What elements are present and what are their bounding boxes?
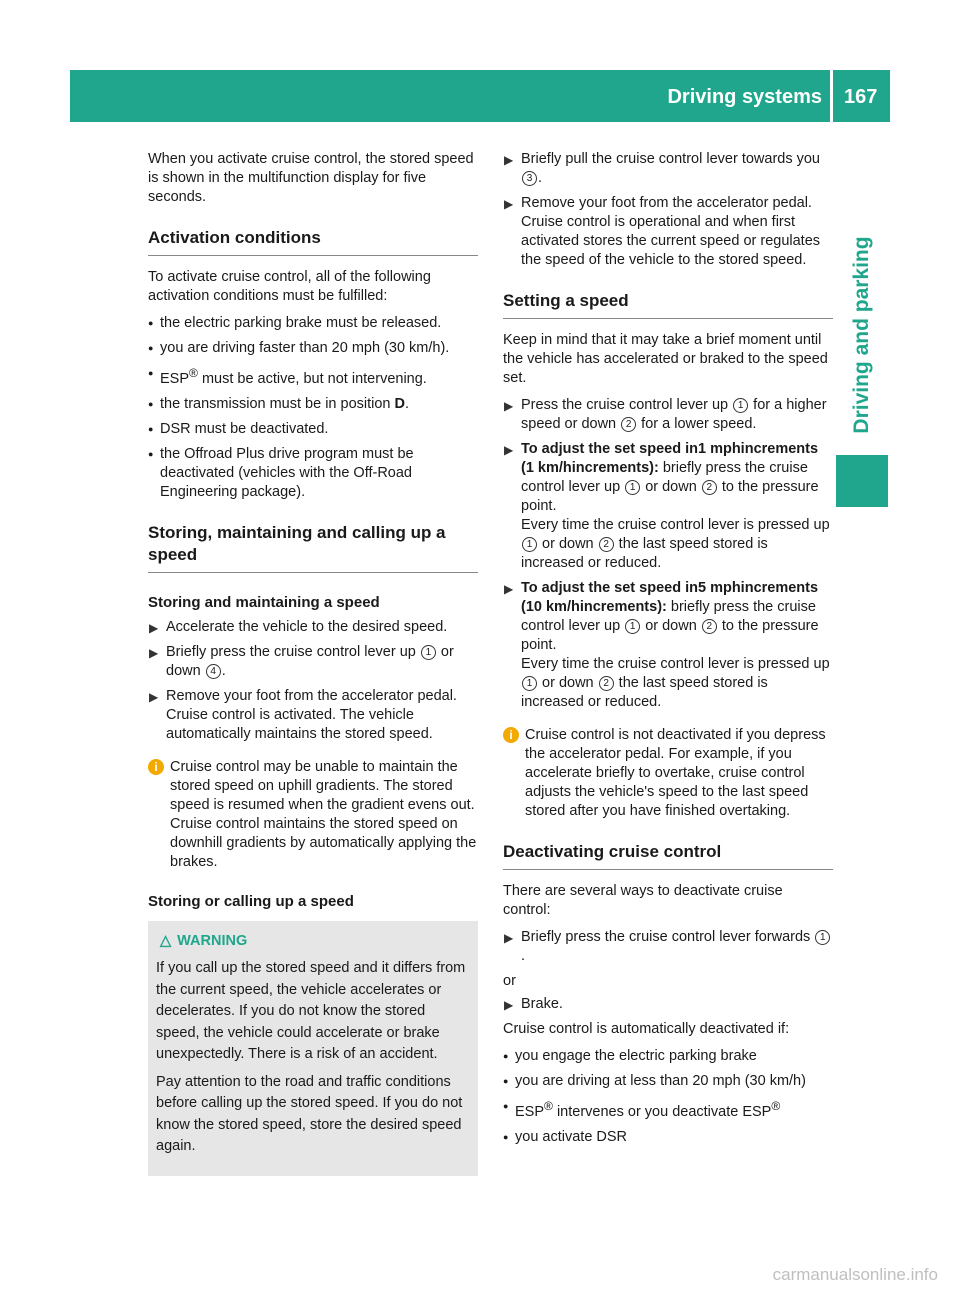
step-text: . [221, 662, 226, 679]
list-item [503, 1097, 833, 1122]
marker-2-icon: 2 [599, 537, 614, 552]
list-text: . [405, 395, 410, 412]
step-item [148, 687, 478, 744]
step-text: . [521, 948, 526, 964]
list-item [503, 1072, 833, 1091]
arrow-icon: ▶ [149, 689, 159, 704]
header-separator [830, 70, 833, 122]
list-text: must be active, but not intervening. [197, 370, 427, 387]
marker-1-icon: 1 [522, 676, 537, 691]
marker-1-icon: 1 [733, 398, 748, 413]
info-note [148, 758, 478, 872]
note-text: Cruise control may be unable to maintain the stored speed on uphill gradients. The stored speed is resumed when the gradient evens out. Cruise control maintains the stored speed on downhill gradients by automatically applying the brakes. [170, 758, 477, 870]
list-text: you activate DSR [515, 1128, 628, 1145]
footer-watermark: carmanualsonline.info [772, 1265, 938, 1284]
heading-activation: Activation conditions [148, 228, 321, 247]
list-text: you engage the electric parking brake [515, 1048, 757, 1064]
step-text: Every time the cruise control lever is pressed up [521, 517, 830, 533]
info-icon: i [503, 727, 519, 743]
list-text: intervenes or you deactivate ESP [552, 1103, 772, 1120]
section-title: Driving systems [667, 86, 822, 108]
arrow-icon: ▶ [504, 197, 514, 211]
step-item [148, 618, 478, 637]
step-text: or down [166, 643, 454, 679]
arrow-icon: ▶ [504, 153, 514, 167]
arrow-icon: ▶ [149, 620, 159, 635]
arrow-icon: ▶ [504, 399, 514, 413]
step-text: Briefly press the cruise control lever up [166, 643, 420, 660]
step-item [148, 643, 478, 681]
step-text: the last speed stored is increased or reduced. [521, 675, 768, 710]
marker-1-icon: 1 [522, 537, 537, 552]
step-text: . [538, 170, 543, 186]
intro-paragraph: When you activate cruise control, the stored speed is shown in the multifunction display for five seconds. [148, 151, 474, 205]
marker-1-icon: 1 [625, 480, 640, 495]
step-text: Remove your foot from the accelerator pedal. Cruise control is operational and when first activated stores the current speed or regulates the speed of the vehicle to the stored speed. [521, 195, 821, 268]
step-text: the last speed stored is increased or reduced. [521, 536, 768, 571]
list-item [503, 1047, 833, 1066]
gear-position: D [394, 395, 406, 412]
marker-2-icon: 2 [599, 676, 614, 691]
list-text: DSR must be deactivated. [160, 420, 329, 437]
step-text: to the pressure point. [521, 479, 819, 514]
list-item [148, 364, 478, 389]
setting-intro: Keep in mind that it may take a brief moment until the vehicle has accelerated or braked to the speed set. [503, 332, 828, 386]
side-tab-label [836, 236, 888, 434]
list-item [148, 339, 478, 358]
step-item [503, 194, 833, 270]
marker-1-icon: 1 [815, 930, 830, 945]
right-column [503, 150, 833, 1153]
warning-text: If you call up the stored speed and it differs from the current speed, the vehicle accelerates or decelerates. If you do not know the stored speed, the vehicle could accelerate or brake unexpectedly. There is a risk of an accident. [156, 960, 466, 1063]
step-text: or down [641, 479, 701, 495]
arrow-icon: ▶ [504, 443, 514, 457]
heading-setting-speed: Setting a speed [503, 291, 629, 310]
list-text: the transmission must be in position [160, 395, 395, 412]
warning-triangle-icon: △ [160, 932, 172, 949]
registered-mark: ® [544, 1099, 553, 1113]
step-text: or down [538, 675, 598, 691]
step-text: Remove your foot from the accelerator pedal. Cruise control is activated. The vehicle automatically maintains the stored speed. [166, 687, 457, 742]
warning-title [156, 931, 470, 953]
step-item [503, 150, 833, 188]
or-text: or [503, 973, 516, 989]
list-text: you are driving at less than 20 mph (30 km/h) [515, 1073, 806, 1089]
step-text: or down [538, 536, 598, 552]
list-text: ESP [515, 1103, 545, 1120]
arrow-icon: ▶ [504, 998, 514, 1012]
heading-storing: Storing, maintaining and calling up a speed [148, 522, 446, 564]
list-text: the electric parking brake must be released. [160, 315, 442, 331]
divider [503, 318, 833, 319]
warning-text: Pay attention to the road and traffic conditions before calling up the stored speed. If you do not know the stored speed, store the desired speed again. [156, 1073, 463, 1155]
heading-deactivating: Deactivating cruise control [503, 842, 722, 861]
step-text: briefly press the cruise control lever up [521, 460, 808, 495]
activation-intro: To activate cruise control, all of the following activation conditions must be fulfilled: [148, 269, 431, 304]
warning-box [148, 921, 478, 1176]
step-text: Briefly pull the cruise control lever towards you [521, 151, 820, 167]
registered-mark: ® [189, 366, 198, 380]
step-item [503, 396, 833, 434]
step-text: briefly press the cruise control lever up [521, 599, 816, 634]
list-text: ESP [160, 370, 190, 387]
marker-1-icon: 1 [421, 645, 436, 660]
info-icon: i [148, 759, 164, 775]
subheading-storing-maintaining: Storing and maintaining a speed [148, 593, 380, 611]
list-item [148, 314, 478, 333]
marker-1-icon: 1 [625, 619, 640, 634]
marker-3-icon: 3 [522, 171, 537, 186]
list-item [148, 445, 478, 502]
step-title: To adjust the set speed in1 mphincrements (1 km/hincrements): [521, 441, 819, 476]
step-text: Briefly press the cruise control lever forwards [521, 929, 815, 945]
arrow-icon: ▶ [504, 931, 514, 945]
step-item [503, 579, 833, 712]
divider [503, 869, 833, 870]
marker-4-icon: 4 [206, 664, 221, 679]
step-text: Every time the cruise control lever is pressed up [521, 656, 830, 672]
arrow-icon: ▶ [504, 582, 514, 596]
subheading-storing-calling: Storing or calling up a speed [148, 892, 354, 910]
step-item [503, 995, 833, 1014]
marker-2-icon: 2 [702, 619, 717, 634]
divider [148, 572, 478, 573]
side-tab-text: Driving and parking [850, 236, 873, 434]
list-item [148, 395, 478, 414]
auto-deactivate-intro: Cruise control is automatically deactivated if: [503, 1021, 790, 1037]
registered-mark: ® [771, 1099, 781, 1113]
step-text: Brake. [521, 996, 563, 1012]
deactivating-intro: There are several ways to deactivate cruise control: [503, 883, 783, 918]
step-text: to the pressure point. [521, 618, 819, 653]
step-text: or down [641, 618, 701, 634]
marker-2-icon: 2 [621, 417, 636, 432]
info-note [503, 726, 833, 821]
step-title: To adjust the set speed in5 mphincrements (10 km/hincrements): [521, 580, 819, 615]
step-text: Press the cruise control lever up [521, 397, 733, 413]
divider [148, 255, 478, 256]
step-text: for a lower speed. [637, 416, 757, 432]
list-item [503, 1128, 833, 1147]
left-column [148, 150, 478, 1176]
step-text: Accelerate the vehicle to the desired speed. [166, 618, 448, 635]
page-number: 167 [844, 86, 878, 108]
list-item [148, 420, 478, 439]
step-text: for a higher speed or down [521, 397, 827, 432]
list-text: the Offroad Plus drive program must be deactivated (vehicles with the Off-Road Engineering package). [160, 445, 414, 500]
marker-2-icon: 2 [702, 480, 717, 495]
list-text: you are driving faster than 20 mph (30 km/h). [160, 340, 450, 356]
step-item [503, 440, 833, 573]
arrow-icon: ▶ [149, 645, 159, 660]
warning-title-text: WARNING [177, 932, 248, 949]
step-item [503, 928, 833, 966]
note-text: Cruise control is not deactivated if you depress the accelerator pedal. For example, if you accelerate briefly to overtake, cruise control adjusts the vehicle's speed to the last speed stored after you have finished overtaking. [525, 727, 826, 819]
side-tab-marker [836, 455, 888, 507]
